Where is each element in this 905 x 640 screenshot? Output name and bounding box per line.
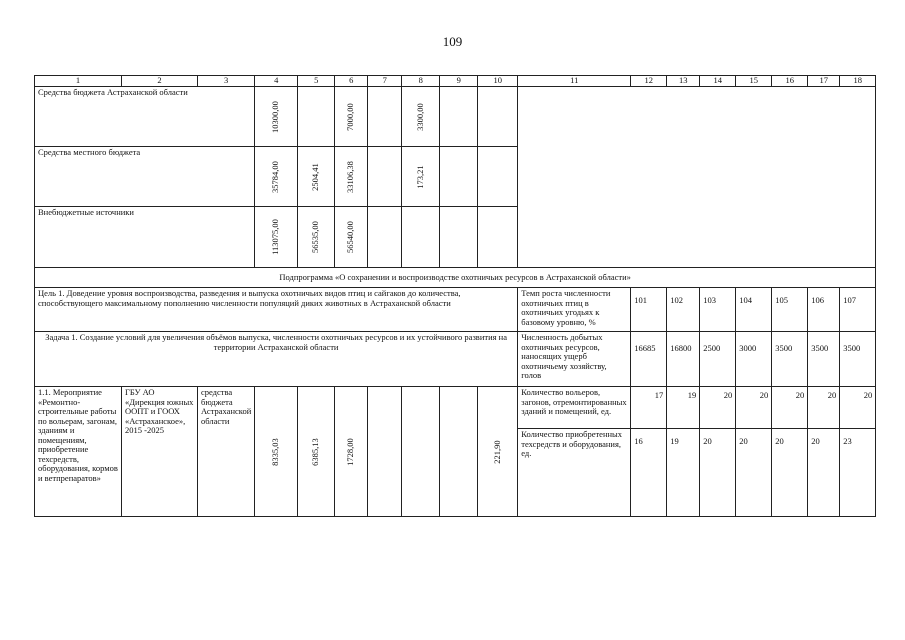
measure-value-2: 20 [700,429,736,517]
empty-cell [440,87,478,147]
measure-value-1: 17 [631,387,667,429]
measure-value-1: 20 [736,387,772,429]
measure-value-col4: 8335,03 [255,387,298,517]
measure-indicator-2: Количество приобретенных техсредств и оборудования, ед. [518,429,631,517]
funding-value-col6: 33106,38 [335,147,368,207]
empty-cell [440,387,478,517]
funding-source-label: Средства местного бюджета [35,147,255,207]
funding-value-col5: 56535,00 [298,207,335,268]
task-value: 3500 [808,332,840,387]
header-cell: 3 [198,76,255,87]
task-value: 2500 [700,332,736,387]
empty-cell [478,87,518,147]
measure-value-1: 20 [840,387,876,429]
goal-value: 103 [700,288,736,332]
funding-source-label: Внебюджетные источники [35,207,255,268]
goal-value: 106 [808,288,840,332]
task-value: 16800 [667,332,700,387]
funding-value-col4: 113075,00 [255,207,298,268]
goal-value: 107 [840,288,876,332]
header-cell: 7 [368,76,402,87]
measure-indicator-1: Количество вольеров, загонов, отремонтированных зданий и помещений, ед. [518,387,631,429]
header-cell: 6 [335,76,368,87]
measure-value-2: 19 [667,429,700,517]
header-cell: 2 [122,76,198,87]
funding-source-label: Средства бюджета Астраханской области [35,87,255,147]
subprogram-row [35,268,876,288]
funding-value-col5 [298,87,335,147]
measure-value-col6: 1728,00 [335,387,368,517]
measure-value-2: 16 [631,429,667,517]
task-row [35,332,876,387]
measure-value-1: 20 [700,387,736,429]
goal-row [35,288,876,332]
header-cell: 1 [35,76,122,87]
header-cell: 14 [700,76,736,87]
funding-value-col8 [402,207,440,268]
funding-value-col4: 35784,00 [255,147,298,207]
funding-value-col7 [368,87,402,147]
goal-value: 105 [772,288,808,332]
header-cell: 12 [631,76,667,87]
funding-value-col8: 173,21 [402,147,440,207]
subprogram-title: Подпрограмма «О сохранении и воспроизводстве охотничьих ресурсов в Астраханской области» [35,268,876,288]
task-text: Задача 1. Создание условий для увеличения объёмов выпуска, численности охотничьих ресурсов и их устойчивого развития на территории Астраханской области [35,332,518,387]
measure-source: средства бюджета Астраханской области [198,387,255,517]
measure-value-1: 20 [808,387,840,429]
goal-value: 102 [667,288,700,332]
header-cell: 18 [840,76,876,87]
header-cell: 13 [667,76,700,87]
goal-indicator: Темп роста численности охотничьих птиц в охотничьих угодьях к базовому уровню, % [518,288,631,332]
measure-value-2: 23 [840,429,876,517]
header-cell: 8 [402,76,440,87]
funding-value-col7 [368,207,402,268]
funding-row [35,87,876,147]
task-value: 16685 [631,332,667,387]
funding-value-col8: 3300,00 [402,87,440,147]
header-cell: 10 [478,76,518,87]
page-number: 109 [442,34,463,49]
empty-cell [368,387,402,517]
task-value: 3500 [772,332,808,387]
measure-row [35,387,876,429]
funding-value-col7 [368,147,402,207]
funding-value-col6: 7000,00 [335,87,368,147]
empty-cell [402,387,440,517]
goal-text: Цель 1. Доведение уровня воспроизводства, разведения и выпуска охотничьих видов птиц и сайгаков до количества, способствующего максимальному пополнению численности популяций диких животных в Астраханской области [35,288,518,332]
empty-indicator-area [518,87,876,268]
header-cell: 17 [808,76,840,87]
header-cell: 11 [518,76,631,87]
program-table [34,75,876,517]
measure-name: 1.1. Мероприятие «Ремонтно-строительные работы по вольерам, загонам, зданиям и помещениям, приобретение техсредств, оборудования, кормов и ветпрепаратов» [35,387,122,517]
measure-executor: ГБУ АО «Дирекция южных ООПТ и ГООХ «Астраханское», 2015 -2025 [122,387,198,517]
task-value: 3500 [840,332,876,387]
measure-value-col10: 221,90 [478,387,518,517]
header-cell: 16 [772,76,808,87]
funding-value-col5: 2504,41 [298,147,335,207]
funding-value-col4: 10300,00 [255,87,298,147]
header-cell: 4 [255,76,298,87]
empty-cell [440,207,478,268]
measure-value-2: 20 [736,429,772,517]
measure-value-1: 19 [667,387,700,429]
empty-cell [478,207,518,268]
task-indicator: Численность добытых охотничьих ресурсов, наносящих ущерб охотничьему хозяйству, голов [518,332,631,387]
goal-value: 104 [736,288,772,332]
goal-value: 101 [631,288,667,332]
measure-value-2: 20 [772,429,808,517]
measure-value-col5: 6385,13 [298,387,335,517]
measure-value-2: 20 [808,429,840,517]
header-row [35,76,876,87]
empty-cell [478,147,518,207]
empty-cell [440,147,478,207]
header-cell: 9 [440,76,478,87]
funding-value-col6: 56540,00 [335,207,368,268]
task-value: 3000 [736,332,772,387]
header-cell: 15 [736,76,772,87]
measure-value-1: 20 [772,387,808,429]
header-cell: 5 [298,76,335,87]
